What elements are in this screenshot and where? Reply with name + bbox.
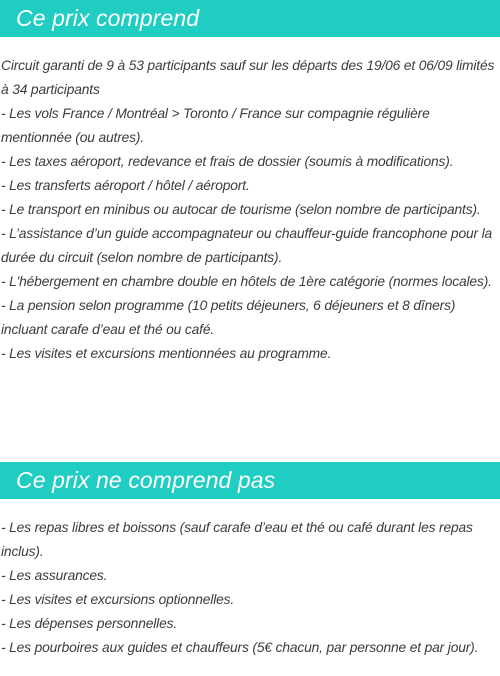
- price-includes-list: [0, 37, 500, 366]
- price-includes-title: Ce prix comprend: [16, 5, 200, 31]
- excludes-line-4: - Les pourboires aux guides et chauffeurs (5€ chacun, par personne et par jour).: [1, 640, 479, 655]
- price-excludes-title: Ce prix ne comprend pas: [16, 467, 276, 493]
- price-excludes-header: [0, 462, 500, 499]
- includes-line-1: - Les vols France / Montréal > Toronto / France sur compagnie régulière mentionnée (ou autres).: [1, 106, 430, 145]
- price-excludes-section: [0, 462, 500, 660]
- excludes-line-3: - Les dépenses personnelles.: [1, 616, 178, 631]
- price-includes-header: [0, 0, 500, 37]
- includes-line-8: - Les visites et excursions mentionnées au programme.: [1, 346, 332, 361]
- includes-line-7: - La pension selon programme (10 petits déjeuners, 6 déjeuners et 8 dîners) incluant carafe d’eau et thé ou café.: [1, 298, 456, 337]
- includes-line-2: - Les taxes aéroport, redevance et frais de dossier (soumis à modifications).: [1, 154, 454, 169]
- excludes-line-2: - Les visites et excursions optionnelles.: [1, 592, 235, 607]
- includes-line-4: - Le transport en minibus ou autocar de tourisme (selon nombre de participants).: [1, 202, 481, 217]
- includes-line-3: - Les transferts aéroport / hôtel / aéroport.: [1, 178, 250, 193]
- excludes-line-1: - Les assurances.: [1, 568, 108, 583]
- includes-line-0: Circuit garanti de 9 à 53 participants sauf sur les départs des 19/06 et 06/09 limités à 34 participants: [1, 58, 495, 97]
- includes-line-5: - L’assistance d’un guide accompagnateur ou chauffeur-guide francophone pour la durée du circuit (selon nombre de participants).: [1, 226, 493, 265]
- excludes-line-0: - Les repas libres et boissons (sauf carafe d’eau et thé ou café durant les repas inclus).: [1, 520, 473, 559]
- includes-line-6: - L'hébergement en chambre double en hôtels de 1ère catégorie (normes locales).: [1, 274, 492, 289]
- price-excludes-list: [0, 499, 500, 660]
